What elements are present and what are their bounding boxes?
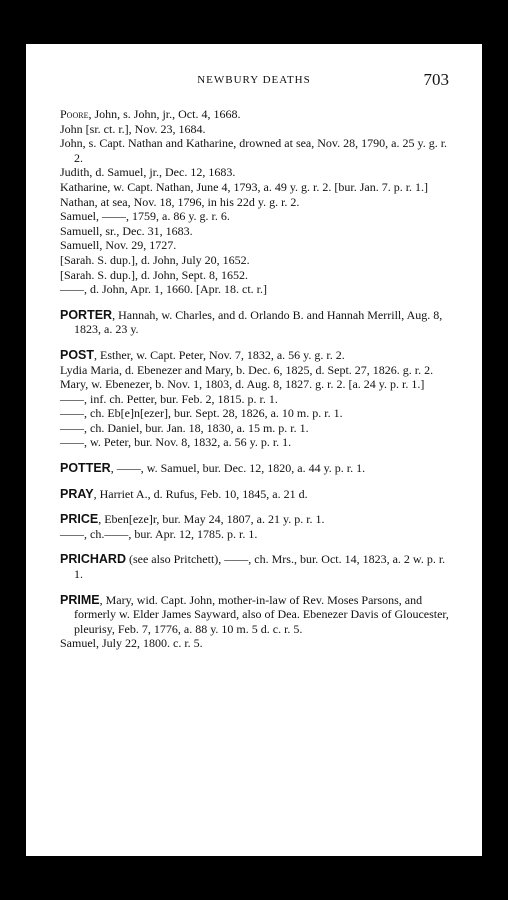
record-text: , Eben[eze]r, bur. May 24, 1807, a. 21 y. p. r. 1.	[98, 512, 325, 527]
record-text: ——, ch. Eb[e]n[ezer], bur. Sept. 28, 1826, a. 10 m. p. r. 1.	[60, 406, 343, 421]
record-text: , Esther, w. Capt. Peter, Nov. 7, 1832, a. 56 y. g. r. 2.	[94, 347, 345, 362]
record-entry	[60, 209, 452, 224]
record-text: Nathan, at sea, Nov. 18, 1796, in his 22d y. g. r. 2.	[60, 194, 300, 209]
record-text: , Mary, wid. Capt. John, mother-in-law of Rev. Moses Parsons, and formerly w. Elder James Sayward, also of Dea. Ebenezer Davis of Gloucester, pleurisy, Feb. 7, 1776, a. 88 y. 10 m. 5 d. c. r. 5.	[74, 592, 449, 636]
surname-heading: PRICE	[60, 512, 99, 527]
record-entry	[60, 552, 452, 581]
record-text: Samuel, ——, 1759, a. 86 y. g. r. 6.	[60, 209, 230, 224]
record-text: ——, ch.——, bur. Apr. 12, 1785. p. r. 1.	[60, 526, 258, 541]
record-entry	[60, 435, 452, 450]
record-entry	[60, 282, 452, 297]
record-entry	[60, 392, 452, 407]
record-entry	[60, 527, 452, 542]
record-text: , ——, w. Samuel, bur. Dec. 12, 1820, a. 44 y. p. r. 1.	[110, 461, 366, 476]
record-text: , John, s. John, jr., Oct. 4, 1668.	[88, 107, 241, 121]
record-entry	[60, 224, 452, 239]
record-entry	[60, 461, 452, 476]
book-page	[26, 44, 482, 856]
surname-heading: Poore	[60, 107, 89, 121]
record-text: John [sr. ct. r.], Nov. 23, 1684.	[60, 121, 206, 136]
record-entry	[60, 593, 452, 637]
surname-heading: POST	[60, 347, 95, 362]
record-entry	[60, 180, 452, 195]
record-text: John, s. Capt. Nathan and Katharine, drowned at sea, Nov. 28, 1790, a. 25 y. g. r. 2.	[60, 136, 448, 165]
running-head: NEWBURY DEATHS	[197, 74, 311, 86]
surname-heading: PORTER	[60, 307, 113, 322]
record-text: Katharine, w. Capt. Nathan, June 4, 1793, a. 49 y. g. r. 2. [bur. Jan. 7. p. r. 1.]	[60, 179, 429, 194]
record-entry	[60, 487, 452, 502]
record-entry	[60, 195, 452, 210]
record-text: [Sarah. S. dup.], d. John, July 20, 1652.	[60, 252, 250, 267]
death-records	[60, 107, 452, 651]
page-number: 703	[423, 70, 449, 89]
record-text: (see also Pritchett), ——, ch. Mrs., bur. Oct. 14, 1823, a. 2 w. p. r. 1.	[74, 552, 446, 582]
record-entry	[60, 107, 452, 122]
record-text: ——, ch. Daniel, bur. Jan. 18, 1830, a. 15 m. p. r. 1.	[60, 420, 309, 435]
record-entry	[60, 253, 452, 268]
record-text: Judith, d. Samuel, jr., Dec. 12, 1683.	[60, 165, 236, 180]
record-entry	[60, 308, 452, 337]
surname-heading: PRAY	[60, 486, 94, 501]
record-text: Mary, w. Ebenezer, b. Nov. 1, 1803, d. Aug. 8, 1827. g. r. 2. [a. 24 y. p. r. 1.]	[60, 377, 425, 392]
record-text: ——, w. Peter, bur. Nov. 8, 1832, a. 56 y. p. r. 1.	[60, 435, 292, 450]
record-entry	[60, 136, 452, 165]
record-text: ——, d. John, Apr. 1, 1660. [Apr. 18. ct. r.]	[60, 282, 267, 297]
record-text: Samuell, Nov. 29, 1727.	[60, 238, 177, 253]
record-entry	[60, 421, 452, 436]
surname-heading: PRICHARD	[60, 552, 126, 567]
record-entry	[60, 363, 452, 378]
surname-heading: POTTER	[60, 461, 111, 476]
record-entry	[60, 238, 452, 253]
record-entry	[60, 122, 452, 137]
record-text: ——, inf. ch. Petter, bur. Feb. 2, 1815. p. r. 1.	[60, 391, 278, 406]
record-text: Lydia Maria, d. Ebenezer and Mary, b. Dec. 6, 1825, d. Sept. 27, 1826. g. r. 2.	[60, 362, 434, 377]
record-text: Samuel, July 22, 1800. c. r. 5.	[60, 636, 203, 651]
record-text: , Harriet A., d. Rufus, Feb. 10, 1845, a. 21 d.	[93, 486, 308, 501]
surname-heading: PRIME	[60, 592, 100, 607]
record-entry	[60, 406, 452, 421]
record-entry	[60, 348, 452, 363]
record-text: Samuell, sr., Dec. 31, 1683.	[60, 223, 193, 238]
record-entry	[60, 268, 452, 283]
record-entry	[60, 636, 452, 651]
record-entry	[60, 377, 452, 392]
record-entry	[60, 512, 452, 527]
record-entry	[60, 165, 452, 180]
record-text: [Sarah. S. dup.], d. John, Sept. 8, 1652.	[60, 267, 248, 282]
record-text: , Hannah, w. Charles, and d. Orlando B. and Hannah Merrill, Aug. 8, 1823, a. 23 y.	[74, 307, 443, 337]
